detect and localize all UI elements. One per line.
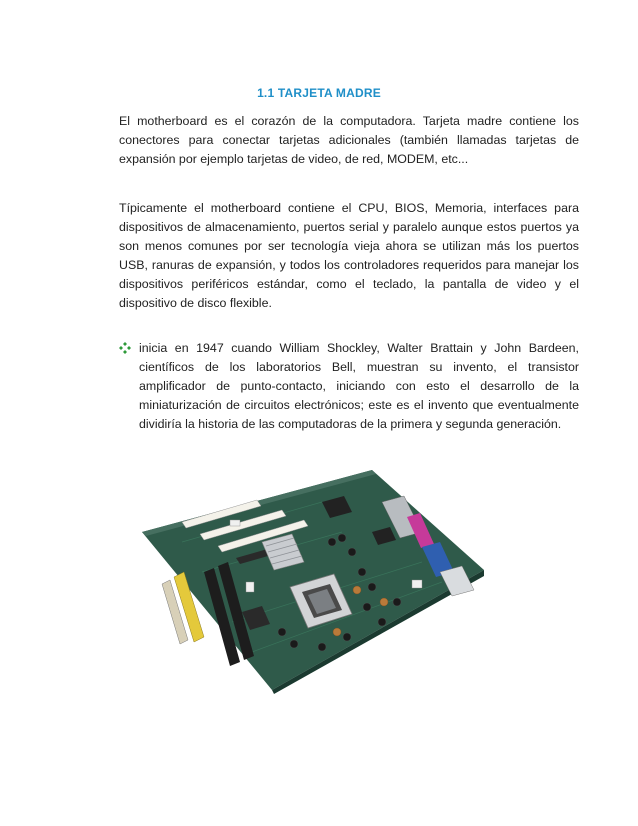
diamond-bullet-icon: [119, 342, 131, 354]
paragraph-components: Típicamente el motherboard contiene el CPU, BIOS, Memoria, interfaces para dispositivos de almacenamiento, puertos serial y paralelo aunque estos puertos ya son menos comunes por ser tecnología vieja ahora se utilizan más los puertos USB, ranuras de expansión, y todos los controladores requeridos para manejar los dispositivos periféricos estándar, como el teclado, la pantalla de video y el dispositivo de disco flexible.: [119, 201, 579, 310]
bullet-text: inicia en 1947 cuando William Shockley, Walter Brattain y John Bardeen, científicos de los laboratorios Bell, muestran su invento, el transistor amplificador de punto-contacto, iniciando con esto el desarrollo de la miniaturización de circuitos electrónicos; este es el invento que eventualmente dividiría la historia de las computadoras de la primera y segunda generación.: [139, 341, 579, 431]
bullet-item: [119, 339, 579, 434]
section-title: 1.1 TARJETA MADRE: [257, 86, 381, 100]
motherboard-image: [122, 462, 492, 694]
paragraph-intro: El motherboard es el corazón de la computadora. Tarjeta madre contiene los conectores para conectar tarjetas adicionales (también llamadas tarjetas de expansión por ejemplo tarjetas de video, de red, MODEM, etc...: [119, 114, 579, 166]
